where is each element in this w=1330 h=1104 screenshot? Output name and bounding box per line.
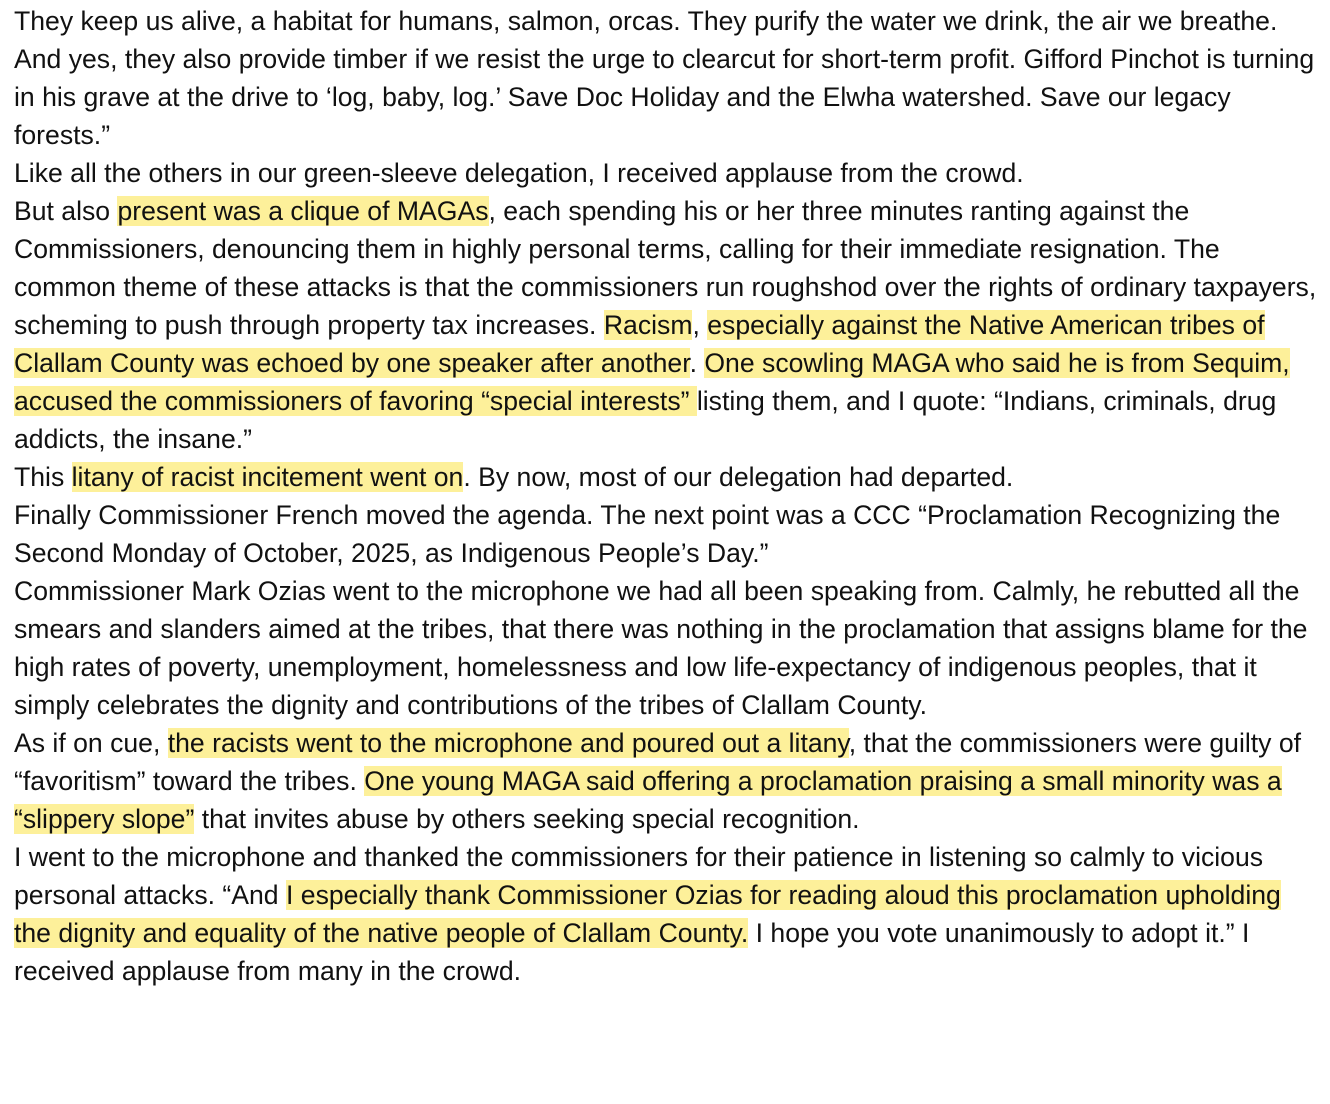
text-segment: This — [14, 462, 72, 492]
text-segment: , that the commissioners were guilty of “favoritism” toward the tribes. — [14, 728, 1302, 796]
paragraph — [14, 838, 1322, 990]
highlighted-text: especially against the Native American tribes of Clallam County was echoed by one speaker after another — [14, 310, 1265, 378]
paragraph — [14, 154, 1322, 192]
highlighted-text: the racists went to the microphone and poured out a litany — [167, 728, 849, 758]
highlighted-text: present was a clique of MAGAs — [117, 196, 489, 226]
highlighted-text: One young MAGA said offering a proclamation praising a small minority was a “slippery slope” — [14, 766, 1282, 834]
text-segment: , each spending his or her three minutes ranting against the Commissioners, denouncing them in highly personal terms, calling for their immediate resignation. The common theme of these attacks is that the commissioners run roughshod over the rights of ordinary taxpayers, scheming to push through property tax increases. — [14, 196, 1317, 340]
paragraph — [14, 496, 1322, 572]
paragraph — [14, 2, 1322, 154]
paragraph — [14, 572, 1322, 724]
text-segment: Like all the others in our green-sleeve delegation, I received applause from the crowd. — [14, 158, 1024, 188]
text-segment: . By now, most of our delegation had departed. — [463, 462, 1014, 492]
text-segment: Finally Commissioner French moved the agenda. The next point was a CCC “Proclamation Recognizing the Second Monday of October, 2025, as Indigenous People’s Day.” — [14, 500, 1281, 568]
highlighted-text: litany of racist incitement went on — [71, 462, 464, 492]
text-segment: . — [689, 348, 705, 378]
text-segment: But also — [14, 196, 118, 226]
text-segment: I hope you vote unanimously to adopt it.” I received applause from many in the crowd. — [14, 918, 1250, 986]
highlighted-text: One scowling MAGA who said he is from Sequim, accused the commissioners of favoring “special interests” — [14, 348, 1290, 416]
text-segment: , — [692, 310, 708, 340]
highlighted-text: Racism — [603, 310, 693, 340]
text-segment: As if on cue, — [14, 728, 168, 758]
text-segment: Commissioner Mark Ozias went to the microphone we had all been speaking from. Calmly, he rebutted all the smears and slanders aimed at the tribes, that there was nothing in the proclamation that assigns blame for the high rates of poverty, unemployment, homelessness and low life-expectancy of indigenous peoples, that it simply celebrates the dignity and contributions of the tribes of Clallam County. — [14, 576, 1308, 720]
text-segment: They keep us alive, a habitat for humans, salmon, orcas. They purify the water we drink, the air we breathe. And yes, they also provide timber if we resist the urge to clearcut for short-term profit. Gifford Pinchot is turning in his grave at the drive to ‘log, baby, log.’ Save Doc Holiday and the Elwha watershed. Save our legacy forests.” — [14, 6, 1315, 150]
highlighted-text: I especially thank Commissioner Ozias for reading aloud this proclamation upholding the dignity and equality of the native people of Clallam County. — [14, 880, 1281, 948]
text-segment: listing them, and I quote: “Indians, criminals, drug addicts, the insane.” — [14, 386, 1277, 454]
paragraph — [14, 724, 1322, 838]
paragraph — [14, 458, 1322, 496]
text-segment: that invites abuse by others seeking special recognition. — [194, 804, 860, 834]
paragraph — [14, 192, 1322, 458]
text-segment: I went to the microphone and thanked the commissioners for their patience in listening so calmly to vicious personal attacks. “And — [14, 842, 1264, 910]
